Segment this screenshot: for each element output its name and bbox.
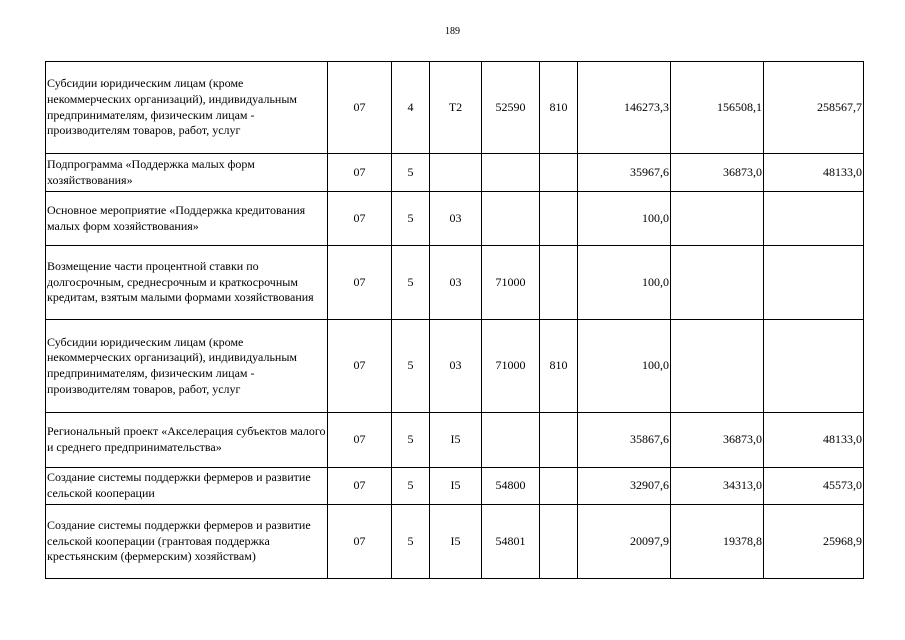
row-name: Создание системы поддержки фермеров и развитие сельской кооперации (грантовая поддержка крестьянским (фермерским) хозяйствам) bbox=[46, 505, 328, 579]
amount-year-1: 32907,6 bbox=[578, 468, 671, 505]
section-code: 07 bbox=[328, 192, 392, 246]
amount-year-1: 100,0 bbox=[578, 246, 671, 320]
amount-year-2 bbox=[671, 192, 764, 246]
direction-code: 71000 bbox=[482, 246, 540, 320]
row-name: Подпрограмма «Поддержка малых форм хозяйствования» bbox=[46, 154, 328, 192]
subprogram-code: 5 bbox=[392, 192, 430, 246]
table-row bbox=[46, 246, 864, 320]
measure-code: I5 bbox=[430, 413, 482, 468]
amount-year-1: 35867,6 bbox=[578, 413, 671, 468]
direction-code bbox=[482, 413, 540, 468]
amount-year-1: 35967,6 bbox=[578, 154, 671, 192]
expense-type-code bbox=[540, 192, 578, 246]
amount-year-2: 156508,1 bbox=[671, 62, 764, 154]
expense-type-code bbox=[540, 246, 578, 320]
amount-year-3: 25968,9 bbox=[764, 505, 864, 579]
amount-year-3: 48133,0 bbox=[764, 413, 864, 468]
subprogram-code: 5 bbox=[392, 320, 430, 413]
section-code: 07 bbox=[328, 154, 392, 192]
amount-year-2: 36873,0 bbox=[671, 413, 764, 468]
subprogram-code: 5 bbox=[392, 505, 430, 579]
expense-type-code bbox=[540, 413, 578, 468]
direction-code: 54801 bbox=[482, 505, 540, 579]
amount-year-1: 20097,9 bbox=[578, 505, 671, 579]
section-code: 07 bbox=[328, 468, 392, 505]
expense-type-code bbox=[540, 505, 578, 579]
measure-code: 03 bbox=[430, 192, 482, 246]
amount-year-3 bbox=[764, 320, 864, 413]
direction-code: 71000 bbox=[482, 320, 540, 413]
expense-type-code: 810 bbox=[540, 62, 578, 154]
table-row bbox=[46, 468, 864, 505]
section-code: 07 bbox=[328, 505, 392, 579]
amount-year-3 bbox=[764, 246, 864, 320]
table-row bbox=[46, 154, 864, 192]
subprogram-code: 5 bbox=[392, 413, 430, 468]
amount-year-1: 100,0 bbox=[578, 320, 671, 413]
measure-code: T2 bbox=[430, 62, 482, 154]
subprogram-code: 5 bbox=[392, 246, 430, 320]
amount-year-2: 34313,0 bbox=[671, 468, 764, 505]
amount-year-2 bbox=[671, 320, 764, 413]
amount-year-3: 258567,7 bbox=[764, 62, 864, 154]
section-code: 07 bbox=[328, 320, 392, 413]
row-name: Субсидии юридическим лицам (кроме некоммерческих организаций), индивидуальным предпринимателям, физическим лицам - производителям товаров, работ, услуг bbox=[46, 320, 328, 413]
row-name: Субсидии юридическим лицам (кроме некоммерческих организаций), индивидуальным предпринимателям, физическим лицам - производителям товаров, работ, услуг bbox=[46, 62, 328, 154]
measure-code: 03 bbox=[430, 320, 482, 413]
measure-code bbox=[430, 154, 482, 192]
table-row bbox=[46, 192, 864, 246]
section-code: 07 bbox=[328, 62, 392, 154]
measure-code: I5 bbox=[430, 505, 482, 579]
amount-year-2: 19378,8 bbox=[671, 505, 764, 579]
section-code: 07 bbox=[328, 246, 392, 320]
table-row bbox=[46, 320, 864, 413]
subprogram-code: 5 bbox=[392, 154, 430, 192]
page-number: 189 bbox=[445, 26, 460, 37]
table-row bbox=[46, 62, 864, 154]
section-code: 07 bbox=[328, 413, 392, 468]
amount-year-3: 48133,0 bbox=[764, 154, 864, 192]
amount-year-3 bbox=[764, 192, 864, 246]
amount-year-3: 45573,0 bbox=[764, 468, 864, 505]
amount-year-2 bbox=[671, 246, 764, 320]
expense-type-code bbox=[540, 468, 578, 505]
budget-table bbox=[45, 61, 864, 579]
expense-type-code: 810 bbox=[540, 320, 578, 413]
table-row bbox=[46, 505, 864, 579]
direction-code bbox=[482, 192, 540, 246]
direction-code: 52590 bbox=[482, 62, 540, 154]
expense-type-code bbox=[540, 154, 578, 192]
amount-year-1: 100,0 bbox=[578, 192, 671, 246]
measure-code: 03 bbox=[430, 246, 482, 320]
direction-code: 54800 bbox=[482, 468, 540, 505]
row-name: Возмещение части процентной ставки по долгосрочным, среднесрочным и краткосрочным кредитам, взятым малыми формами хозяйствования bbox=[46, 246, 328, 320]
amount-year-1: 146273,3 bbox=[578, 62, 671, 154]
direction-code bbox=[482, 154, 540, 192]
row-name: Основное мероприятие «Поддержка кредитования малых форм хозяйствования» bbox=[46, 192, 328, 246]
measure-code: I5 bbox=[430, 468, 482, 505]
row-name: Региональный проект «Акселерация субъектов малого и среднего предпринимательства» bbox=[46, 413, 328, 468]
amount-year-2: 36873,0 bbox=[671, 154, 764, 192]
subprogram-code: 4 bbox=[392, 62, 430, 154]
subprogram-code: 5 bbox=[392, 468, 430, 505]
table-row bbox=[46, 413, 864, 468]
row-name: Создание системы поддержки фермеров и развитие сельской кооперации bbox=[46, 468, 328, 505]
